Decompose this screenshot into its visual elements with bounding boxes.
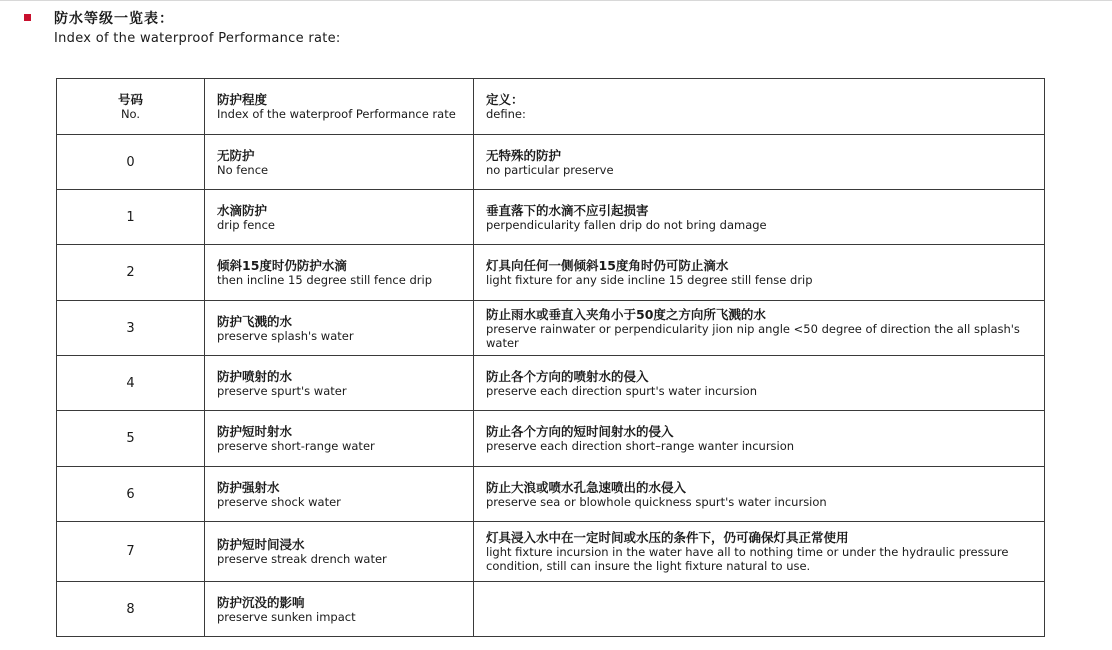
degree-cn: 防护短时间浸水 xyxy=(217,537,305,552)
protection-degree-cell xyxy=(205,135,474,190)
protection-degree-cell xyxy=(205,245,474,301)
table-row xyxy=(57,356,1045,411)
header-degree-en: Index of the waterproof Performance rate xyxy=(217,107,456,121)
table-header-row xyxy=(57,79,1045,135)
degree-en: preserve sunken impact xyxy=(217,609,356,624)
definition-cell xyxy=(474,411,1045,467)
definition-cell xyxy=(474,356,1045,411)
row-number: 7 xyxy=(57,522,205,582)
waterproof-rate-table xyxy=(56,78,1045,637)
degree-en: preserve streak drench water xyxy=(217,552,387,566)
definition-en: preserve rainwater or perpendicularity jion nip angle <50 degree of direction the all splash's water xyxy=(486,321,1020,350)
row-number: 6 xyxy=(57,467,205,522)
row-number: 4 xyxy=(57,356,205,411)
degree-en: No fence xyxy=(217,162,269,177)
definition-en: preserve each direction spurt's water incursion xyxy=(486,383,758,398)
table-row xyxy=(57,190,1045,245)
degree-en: preserve splash's water xyxy=(217,328,354,343)
protection-degree-cell xyxy=(205,467,474,522)
protection-degree-cell xyxy=(205,301,474,356)
table-row xyxy=(57,411,1045,467)
definition-en: light fixture for any side incline 15 degree still fense drip xyxy=(486,273,813,287)
degree-cn: 倾斜15度时仍防护水滴 xyxy=(217,258,347,273)
definition-cell xyxy=(474,582,1045,637)
definition-cell xyxy=(474,467,1045,522)
header-no-en: No. xyxy=(120,107,141,121)
definition-cn: 防止各个方向的喷射水的侵入 xyxy=(486,368,649,384)
degree-en: preserve spurt's water xyxy=(217,383,347,398)
degree-cn: 防护喷射的水 xyxy=(217,368,293,384)
table-row xyxy=(57,301,1045,356)
header-no-cn: 号码 xyxy=(117,92,143,107)
degree-cn: 防护沉没的影响 xyxy=(217,594,305,610)
bullet-square-icon xyxy=(24,14,31,21)
definition-cell xyxy=(474,301,1045,356)
definition-cell xyxy=(474,190,1045,245)
protection-degree-cell xyxy=(205,190,474,245)
definition-cell xyxy=(474,522,1045,582)
definition-cn: 灯具浸入水中在一定时间或水压的条件下，仍可确保灯具正常使用 xyxy=(486,530,849,545)
degree-cn: 无防护 xyxy=(217,147,255,163)
definition-en: perpendicularity fallen drip do not bring damage xyxy=(486,217,767,232)
table-row xyxy=(57,135,1045,190)
definition-cn: 防止各个方向的短时间射水的侵入 xyxy=(486,424,674,439)
table-row xyxy=(57,245,1045,301)
degree-en: preserve short-range water xyxy=(217,439,375,453)
definition-cn: 垂直落下的水滴不应引起损害 xyxy=(486,202,649,218)
definition-cn: 无特殊的防护 xyxy=(486,147,562,163)
header-degree-cn: 防护程度 xyxy=(217,92,268,107)
table-row xyxy=(57,467,1045,522)
definition-cn: 灯具向任何一侧倾斜15度角时仍可防止滴水 xyxy=(486,258,729,273)
definition-cn: 防止雨水或垂直入夹角小于50度之方向所飞溅的水 xyxy=(486,306,766,322)
page-title-cn: 防水等级一览表： xyxy=(54,11,174,27)
header-define-en: define: xyxy=(486,107,526,121)
definition-cell xyxy=(474,135,1045,190)
header-degree-cell xyxy=(205,79,474,135)
definition-en: preserve each direction short–range wanter incursion xyxy=(486,439,795,453)
definition-cn: 防止大浪或喷水孔急速喷出的水侵入 xyxy=(486,479,687,495)
protection-degree-cell xyxy=(205,522,474,582)
degree-cn: 防护短时射水 xyxy=(217,424,293,439)
degree-cn: 防护强射水 xyxy=(217,479,280,495)
row-number: 8 xyxy=(57,582,205,637)
protection-degree-cell xyxy=(205,411,474,467)
definition-en: no particular preserve xyxy=(486,162,614,177)
degree-en: then incline 15 degree still fence drip xyxy=(217,273,433,287)
row-number: 3 xyxy=(57,301,205,356)
protection-degree-cell xyxy=(205,356,474,411)
definition-cell xyxy=(474,245,1045,301)
row-number: 2 xyxy=(57,245,205,301)
degree-cn: 防护飞溅的水 xyxy=(217,313,293,329)
page-title-en: Index of the waterproof Performance rate: xyxy=(54,31,341,46)
header-define-cn: 定义： xyxy=(486,92,524,107)
table-row xyxy=(57,522,1045,582)
top-divider xyxy=(0,0,1112,1)
protection-degree-cell xyxy=(205,582,474,637)
degree-cn: 水滴防护 xyxy=(217,202,268,218)
table-row xyxy=(57,582,1045,637)
definition-en: light fixture incursion in the water have all to nothing time or under the hydraulic pressure condition, still can insure the light fixture natural to use. xyxy=(486,545,1009,573)
row-number: 5 xyxy=(57,411,205,467)
degree-en: preserve shock water xyxy=(217,494,341,509)
row-number: 1 xyxy=(57,190,205,245)
row-number: 0 xyxy=(57,135,205,190)
degree-en: drip fence xyxy=(217,217,275,232)
header-no-cell xyxy=(57,79,205,135)
definition-en: preserve sea or blowhole quickness spurt's water incursion xyxy=(486,494,827,509)
header-define-cell xyxy=(474,79,1045,135)
